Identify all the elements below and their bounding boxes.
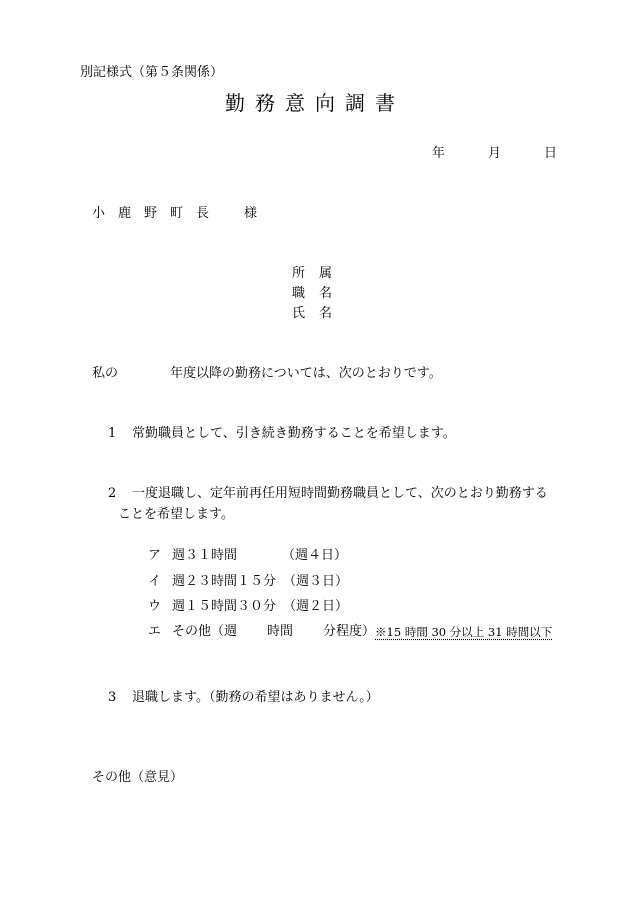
intro-suffix: 年度以降の勤務については、次のとおりです。 bbox=[170, 366, 442, 381]
option-hours: 週３１時間 bbox=[172, 548, 238, 563]
choice-number: 3 bbox=[108, 690, 117, 705]
intro-sentence bbox=[92, 366, 442, 382]
sender-name-label: 氏名 bbox=[292, 306, 347, 321]
addressee bbox=[92, 206, 257, 222]
option-other-week: その他（週 bbox=[172, 624, 238, 639]
choice-item-2 bbox=[108, 486, 548, 502]
choice-item-1 bbox=[108, 426, 456, 442]
sender-block bbox=[292, 264, 346, 324]
work-option-a bbox=[148, 548, 347, 564]
sender-affiliation-label: 所属 bbox=[292, 266, 347, 281]
option-days: （週２日） bbox=[283, 599, 349, 614]
addressee-char: 長 bbox=[196, 206, 210, 221]
date-month-label: 月 bbox=[488, 146, 502, 161]
choice-number: 1 bbox=[108, 426, 117, 441]
option-days: （週４日） bbox=[282, 548, 348, 563]
date-year-label: 年 bbox=[432, 146, 446, 161]
addressee-char: 鹿 bbox=[118, 206, 132, 221]
choice-item-2-continuation: ことを希望します。 bbox=[118, 507, 234, 522]
hours-blank bbox=[237, 624, 267, 640]
work-option-c bbox=[148, 599, 348, 615]
other-opinion-label: その他（意見） bbox=[92, 770, 184, 785]
choice-text-line1: 一度退職し、定年前再任用短時間勤務職員として、次のとおり勤務する bbox=[132, 486, 548, 501]
addressee-honorific: 様 bbox=[244, 206, 258, 221]
addressee-char: 野 bbox=[144, 206, 158, 221]
date-line bbox=[432, 146, 557, 162]
option-other-note: ※15 時間 30 分以上 31 時間以下 bbox=[375, 625, 553, 639]
option-letter: エ bbox=[148, 624, 162, 639]
option-hours: 週１５時間３０分 bbox=[172, 599, 277, 614]
form-label: 別記様式（第５条関係） bbox=[80, 65, 224, 80]
document-title: 勤務意向調書 bbox=[225, 91, 405, 115]
addressee-char: 小 bbox=[92, 206, 106, 221]
option-hours: 週２３時間１５分 bbox=[172, 574, 277, 589]
choice-item-3 bbox=[108, 690, 379, 706]
choice-text: 退職します。（勤務の希望はありません。） bbox=[132, 690, 379, 705]
option-letter: ウ bbox=[148, 599, 162, 614]
work-option-d bbox=[148, 624, 552, 640]
option-other-minutes: 分程度） bbox=[323, 624, 376, 639]
addressee-char: 町 bbox=[170, 206, 184, 221]
option-days: （週３日） bbox=[283, 574, 349, 589]
work-option-b bbox=[148, 574, 348, 590]
option-letter: イ bbox=[148, 574, 162, 589]
choice-text: 常勤職員として、引き続き勤務することを希望します。 bbox=[132, 426, 456, 441]
choice-number: 2 bbox=[108, 486, 117, 501]
sender-position-label: 職名 bbox=[292, 286, 347, 301]
intro-prefix: 私の bbox=[92, 366, 119, 381]
option-other-hours: 時間 bbox=[267, 624, 294, 639]
option-letter: ア bbox=[148, 548, 162, 563]
date-day-label: 日 bbox=[544, 146, 558, 161]
minutes-blank bbox=[293, 624, 323, 640]
